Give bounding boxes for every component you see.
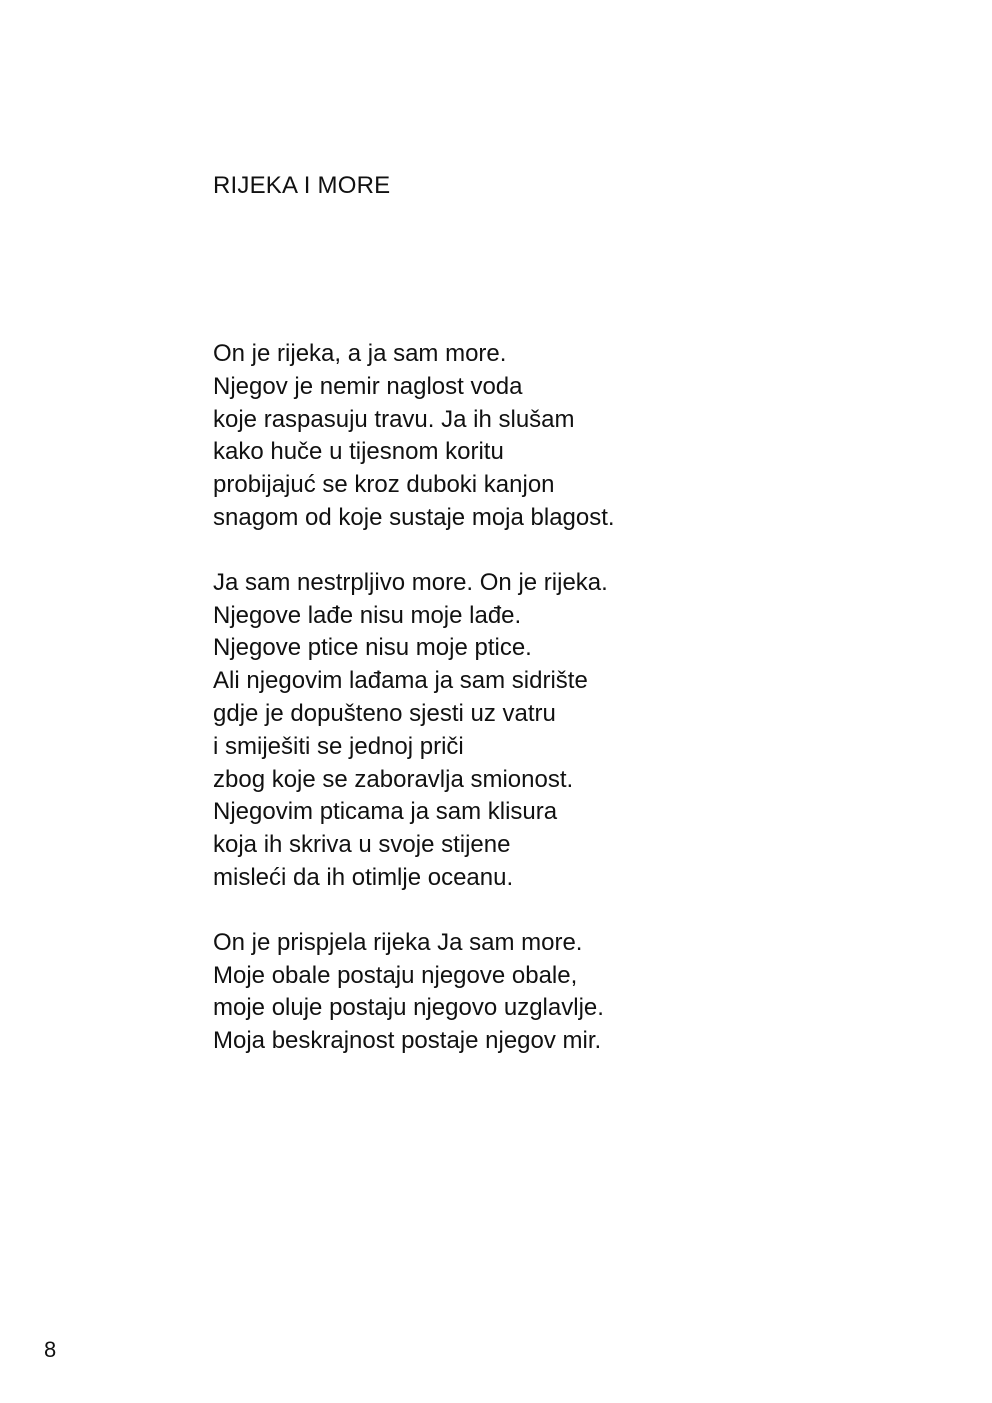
stanza-2 — [213, 567, 853, 895]
poem-line: Ali njegovim lađama ja sam sidrište — [213, 667, 588, 695]
poem-line: moje oluje postaju njegovo uzglavlje. — [213, 994, 604, 1022]
poem-line: koja ih skriva u svoje stijene — [213, 831, 511, 859]
page-number: 8 — [44, 1337, 57, 1362]
poem-line: snagom od koje sustaje moja blagost. — [213, 503, 615, 531]
poem-line: Njegovim pticama ja sam klisura — [213, 798, 558, 826]
poem-line: Moje obale postaju njegove obale, — [213, 961, 578, 989]
poem-line: On je prispjela rijeka Ja sam more. — [213, 928, 583, 956]
poem-line: Njegov je nemir naglost voda — [213, 372, 523, 400]
stanza-1 — [213, 338, 853, 535]
poem-line: kako huče u tijesnom koritu — [213, 438, 504, 466]
poem-line: i smiješiti se jednoj priči — [213, 732, 464, 760]
poem-line: probijajuć se kroz duboki kanjon — [213, 471, 555, 499]
poem-line: Ja sam nestrpljivo more. On je rijeka. — [213, 568, 608, 596]
poem-line: Njegove lađe nisu moje lađe. — [213, 601, 522, 629]
poem-line: zbog koje se zaboravlja smionost. — [213, 765, 574, 793]
poem-line: gdje je dopušteno sjesti uz vatru — [213, 699, 556, 727]
poem-line: Moja beskrajnost postaje njegov mir. — [213, 1027, 602, 1055]
poem-line: koje raspasuju travu. Ja ih slušam — [213, 405, 575, 433]
poem-line: On je rijeka, a ja sam more. — [213, 340, 507, 367]
poem-body — [213, 338, 853, 1090]
poem-line: misleći da ih otimlje oceanu. — [213, 863, 514, 891]
poem-line: Njegove ptice nisu moje ptice. — [213, 634, 532, 662]
poem-title: RIJEKA I MORE — [213, 172, 391, 199]
stanza-3 — [213, 927, 853, 1058]
